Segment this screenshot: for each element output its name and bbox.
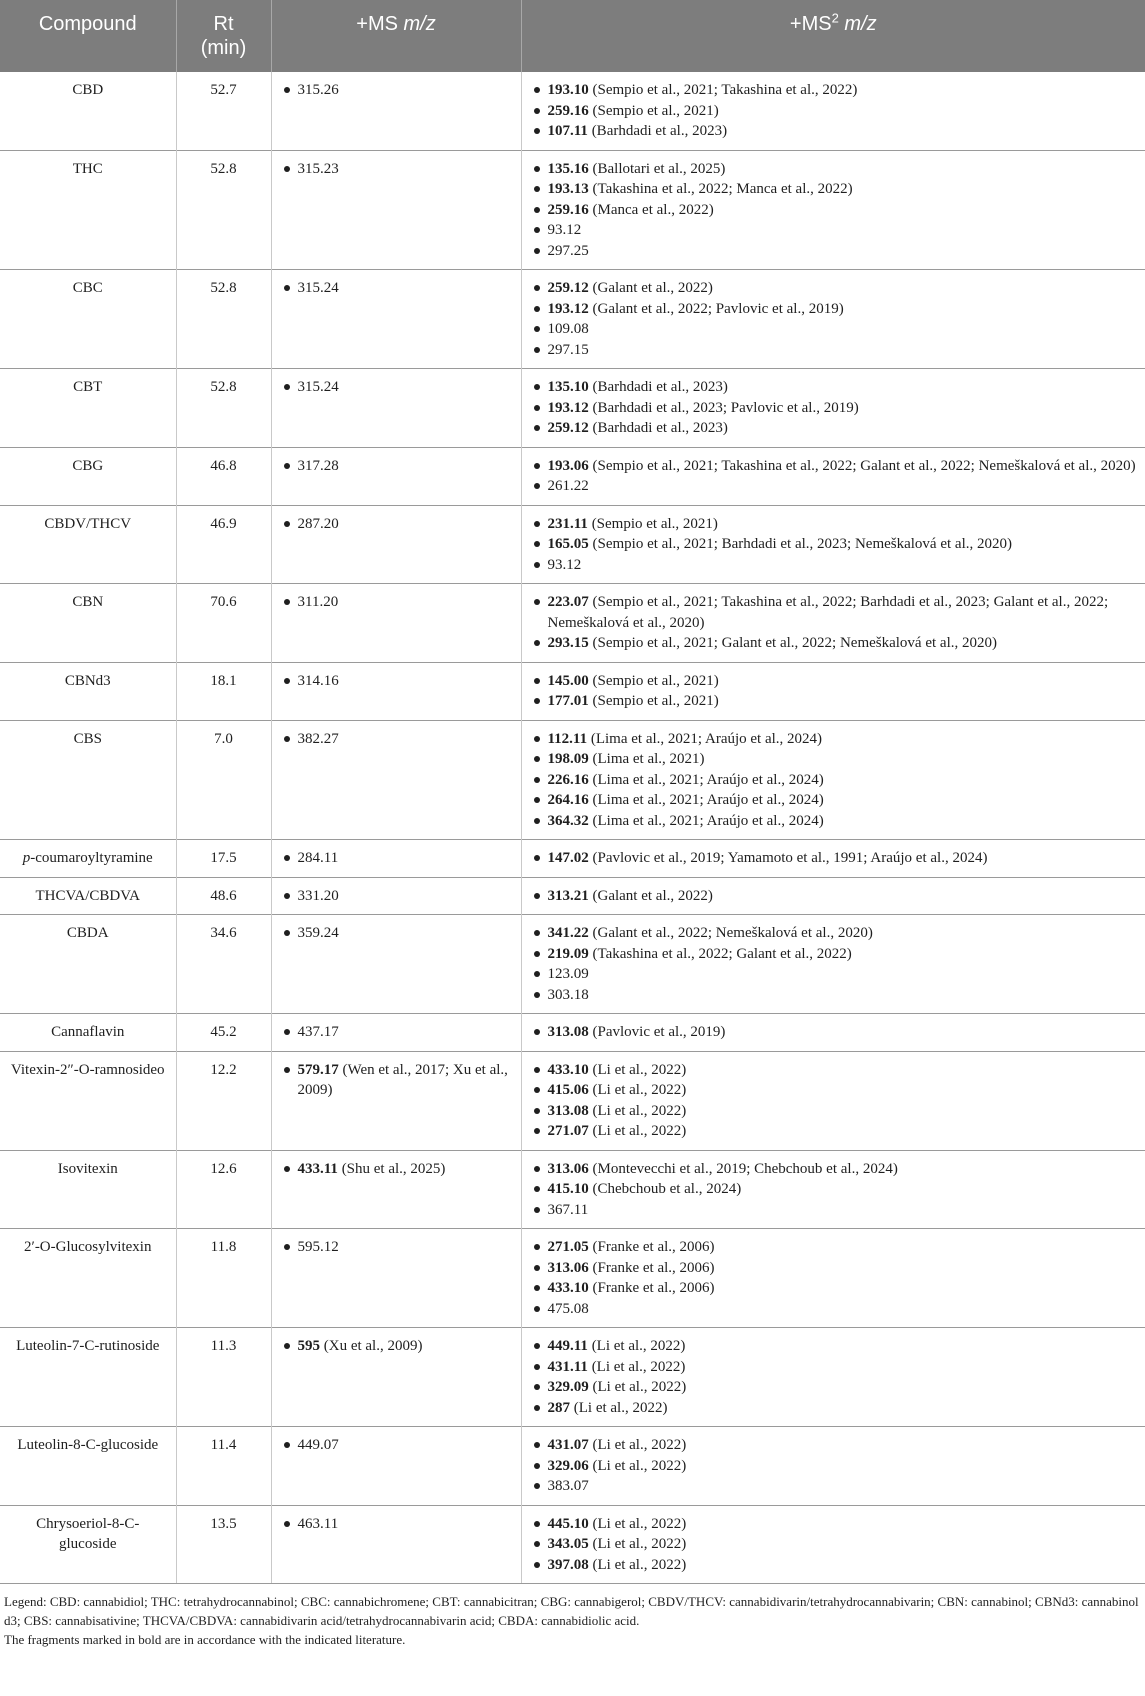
table-row bbox=[0, 72, 1145, 150]
rt-cell: 13.5 bbox=[176, 1505, 271, 1583]
fragment-item: 313.21 (Galant et al., 2022) bbox=[532, 886, 1138, 907]
ms-cell bbox=[271, 915, 521, 1014]
fragment-item: 259.12 (Barhdadi et al., 2023) bbox=[532, 418, 1138, 439]
table-row bbox=[0, 840, 1145, 878]
rt-cell: 52.7 bbox=[176, 72, 271, 150]
ms2-cell bbox=[521, 505, 1145, 584]
fragment-item: 313.08 (Li et al., 2022) bbox=[532, 1101, 1138, 1122]
fragment-item: 193.13 (Takashina et al., 2022; Manca et al., 2022) bbox=[532, 179, 1138, 200]
fragment-item: 147.02 (Pavlovic et al., 2019; Yamamoto et al., 1991; Araújo et al., 2024) bbox=[532, 848, 1138, 869]
fragment-item: 475.08 bbox=[532, 1299, 1138, 1320]
table-row bbox=[0, 270, 1145, 369]
fragment-item: 93.12 bbox=[532, 220, 1138, 241]
fragment-item: 449.07 bbox=[282, 1435, 513, 1456]
fragment-item: 433.10 (Franke et al., 2006) bbox=[532, 1278, 1138, 1299]
ms2-cell bbox=[521, 840, 1145, 878]
fragment-item: 343.05 (Li et al., 2022) bbox=[532, 1534, 1138, 1555]
fragment-item: 595.12 bbox=[282, 1237, 513, 1258]
ms-cell bbox=[271, 662, 521, 720]
compound-cell: CBN bbox=[0, 584, 176, 663]
fragment-item: 329.06 (Li et al., 2022) bbox=[532, 1456, 1138, 1477]
rt-cell: 34.6 bbox=[176, 915, 271, 1014]
rt-cell: 11.8 bbox=[176, 1229, 271, 1328]
fragment-item: 415.06 (Li et al., 2022) bbox=[532, 1080, 1138, 1101]
compound-cell: Luteolin-8-C-glucoside bbox=[0, 1427, 176, 1506]
table-row bbox=[0, 1229, 1145, 1328]
table-row bbox=[0, 1150, 1145, 1229]
fragment-item: 259.16 (Sempio et al., 2021) bbox=[532, 101, 1138, 122]
fragment-item: 145.00 (Sempio et al., 2021) bbox=[532, 671, 1138, 692]
rt-cell: 12.6 bbox=[176, 1150, 271, 1229]
fragment-item: 314.16 bbox=[282, 671, 513, 692]
table-row bbox=[0, 369, 1145, 448]
fragment-item: 331.20 bbox=[282, 886, 513, 907]
rt-cell: 46.9 bbox=[176, 505, 271, 584]
fragment-item: 226.16 (Lima et al., 2021; Araújo et al., 2024) bbox=[532, 770, 1138, 791]
fragment-item: 415.10 (Chebchoub et al., 2024) bbox=[532, 1179, 1138, 1200]
fragment-item: 595 (Xu et al., 2009) bbox=[282, 1336, 513, 1357]
rt-cell: 12.2 bbox=[176, 1051, 271, 1150]
fragment-item: 259.16 (Manca et al., 2022) bbox=[532, 200, 1138, 221]
ms-cell bbox=[271, 150, 521, 270]
rt-cell: 11.3 bbox=[176, 1328, 271, 1427]
fragment-item: 431.11 (Li et al., 2022) bbox=[532, 1357, 1138, 1378]
ms2-cell bbox=[521, 720, 1145, 840]
fragment-item: 367.11 bbox=[532, 1200, 1138, 1221]
fragment-item: 297.25 bbox=[532, 241, 1138, 262]
legend-text: Legend: CBD: cannabidiol; THC: tetrahydrocannabinol; CBC: cannabichromene; CBT: cannabicitran; CBG: cannabigerol; CBDV/THCV: cannabidivarin/tetrahydrocannabivarin; CBN: cannabinol; CBNd3: cannabinol d3; CBS: cannabisativine; THCVA/CBDVA: cannabidivarin acid/tetrahydrocannabivarin acid; CBDA: cannabidiolic acid. bbox=[4, 1594, 1139, 1628]
fragment-item: 313.06 (Montevecchi et al., 2019; Chebchoub et al., 2024) bbox=[532, 1159, 1138, 1180]
ms2-cell bbox=[521, 150, 1145, 270]
ms2-cell bbox=[521, 1014, 1145, 1052]
fragment-item: 287.20 bbox=[282, 514, 513, 535]
compound-cell: 2′-O-Glucosylvitexin bbox=[0, 1229, 176, 1328]
table-row bbox=[0, 150, 1145, 270]
fragment-item: 315.26 bbox=[282, 80, 513, 101]
fragment-item: 313.08 (Pavlovic et al., 2019) bbox=[532, 1022, 1138, 1043]
ms-cell bbox=[271, 270, 521, 369]
rt-cell: 52.8 bbox=[176, 369, 271, 448]
table-row bbox=[0, 662, 1145, 720]
ms-cell bbox=[271, 720, 521, 840]
table-body bbox=[0, 72, 1145, 1583]
compound-cell: CBDA bbox=[0, 915, 176, 1014]
fragment-item: 107.11 (Barhdadi et al., 2023) bbox=[532, 121, 1138, 142]
ms2-cell bbox=[521, 1229, 1145, 1328]
compound-cell: CBG bbox=[0, 447, 176, 505]
header-ms2-unit: m/z bbox=[844, 13, 877, 35]
compound-cell: CBT bbox=[0, 369, 176, 448]
table-row bbox=[0, 1328, 1145, 1427]
rt-cell: 17.5 bbox=[176, 840, 271, 878]
fragment-item: 297.15 bbox=[532, 340, 1138, 361]
compound-cell: p-coumaroyltyramine bbox=[0, 840, 176, 878]
fragment-item: 364.32 (Lima et al., 2021; Araújo et al., 2024) bbox=[532, 811, 1138, 832]
ms2-cell bbox=[521, 1427, 1145, 1506]
table-header bbox=[0, 0, 1145, 72]
fragment-item: 579.17 (Wen et al., 2017; Xu et al., 2009) bbox=[282, 1060, 513, 1101]
fragment-item: 135.10 (Barhdadi et al., 2023) bbox=[532, 377, 1138, 398]
table-row bbox=[0, 1014, 1145, 1052]
fragment-item: 382.27 bbox=[282, 729, 513, 750]
fragment-item: 317.28 bbox=[282, 456, 513, 477]
ms-cell bbox=[271, 369, 521, 448]
ms2-cell bbox=[521, 369, 1145, 448]
fragment-item: 264.16 (Lima et al., 2021; Araújo et al., 2024) bbox=[532, 790, 1138, 811]
fragment-item: 433.10 (Li et al., 2022) bbox=[532, 1060, 1138, 1081]
table-row bbox=[0, 584, 1145, 663]
header-ms2: $+MS^2$ m/z bbox=[521, 0, 1145, 72]
fragment-item: 135.16 (Ballotari et al., 2025) bbox=[532, 159, 1138, 180]
compound-cell: THCVA/CBDVA bbox=[0, 877, 176, 915]
fragment-item: 303.18 bbox=[532, 985, 1138, 1006]
rt-cell: 7.0 bbox=[176, 720, 271, 840]
fragment-item: 329.09 (Li et al., 2022) bbox=[532, 1377, 1138, 1398]
ms2-cell bbox=[521, 662, 1145, 720]
fragment-item: 231.11 (Sempio et al., 2021) bbox=[532, 514, 1138, 535]
compound-cell: CBS bbox=[0, 720, 176, 840]
header-ms: +MS m/z bbox=[271, 0, 521, 72]
ms2-cell bbox=[521, 877, 1145, 915]
fragment-item: 177.01 (Sempio et al., 2021) bbox=[532, 691, 1138, 712]
rt-cell: 45.2 bbox=[176, 1014, 271, 1052]
rt-cell: 52.8 bbox=[176, 150, 271, 270]
ms-cell bbox=[271, 1427, 521, 1506]
fragment-item: 445.10 (Li et al., 2022) bbox=[532, 1514, 1138, 1535]
table-row bbox=[0, 505, 1145, 584]
fragment-item: 223.07 (Sempio et al., 2021; Takashina et al., 2022; Barhdadi et al., 2023; Galant et al., 2022; Nemeškalová et al., 2020) bbox=[532, 592, 1138, 633]
ms-cell bbox=[271, 72, 521, 150]
fragment-item: 219.09 (Takashina et al., 2022; Galant et al., 2022) bbox=[532, 944, 1138, 965]
fragment-item: 271.05 (Franke et al., 2006) bbox=[532, 1237, 1138, 1258]
compound-cell: Vitexin-2″-O-ramnosideo bbox=[0, 1051, 176, 1150]
rt-cell: 46.8 bbox=[176, 447, 271, 505]
fragment-item: 463.11 bbox=[282, 1514, 513, 1535]
ms2-cell bbox=[521, 584, 1145, 663]
ms2-cell bbox=[521, 270, 1145, 369]
fragment-item: 431.07 (Li et al., 2022) bbox=[532, 1435, 1138, 1456]
fragment-item: 341.22 (Galant et al., 2022; Nemeškalová et al., 2020) bbox=[532, 923, 1138, 944]
ms-cell bbox=[271, 1150, 521, 1229]
compound-cell: Luteolin-7-C-rutinoside bbox=[0, 1328, 176, 1427]
bold-note: The fragments marked in bold are in accordance with the indicated literature. bbox=[4, 1632, 406, 1647]
fragment-item: 193.12 (Galant et al., 2022; Pavlovic et al., 2019) bbox=[532, 299, 1138, 320]
compound-cell: CBDV/THCV bbox=[0, 505, 176, 584]
table-row bbox=[0, 1427, 1145, 1506]
rt-cell: 11.4 bbox=[176, 1427, 271, 1506]
ms2-cell bbox=[521, 915, 1145, 1014]
fragment-item: 313.06 (Franke et al., 2006) bbox=[532, 1258, 1138, 1279]
ms2-cell bbox=[521, 1051, 1145, 1150]
ms2-cell bbox=[521, 1150, 1145, 1229]
ms-cell bbox=[271, 1014, 521, 1052]
fragment-item: 315.24 bbox=[282, 377, 513, 398]
compound-cell: Chrysoeriol-8-C-glucoside bbox=[0, 1505, 176, 1583]
fragment-item: 287 (Li et al., 2022) bbox=[532, 1398, 1138, 1419]
fragment-item: 433.11 (Shu et al., 2025) bbox=[282, 1159, 513, 1180]
fragment-item: 261.22 bbox=[532, 476, 1138, 497]
compound-cell: CBD bbox=[0, 72, 176, 150]
fragment-item: 271.07 (Li et al., 2022) bbox=[532, 1121, 1138, 1142]
ms2-cell bbox=[521, 447, 1145, 505]
fragment-item: 259.12 (Galant et al., 2022) bbox=[532, 278, 1138, 299]
table-footer bbox=[0, 1583, 1145, 1649]
table-row bbox=[0, 915, 1145, 1014]
compound-cell: CBC bbox=[0, 270, 176, 369]
header-rt-line2: (min) bbox=[200, 37, 247, 59]
ms-cell bbox=[271, 1229, 521, 1328]
ms-cell bbox=[271, 877, 521, 915]
rt-cell: 70.6 bbox=[176, 584, 271, 663]
fragment-item: 123.09 bbox=[532, 964, 1138, 985]
fragment-item: 449.11 (Li et al., 2022) bbox=[532, 1336, 1138, 1357]
table-row bbox=[0, 1505, 1145, 1583]
ms2-cell bbox=[521, 1328, 1145, 1427]
rt-cell: 18.1 bbox=[176, 662, 271, 720]
table-row bbox=[0, 447, 1145, 505]
ms-cell bbox=[271, 447, 521, 505]
table-row bbox=[0, 877, 1145, 915]
header-rt-line1: Rt bbox=[213, 13, 234, 35]
table-row bbox=[0, 720, 1145, 840]
ms2-cell bbox=[521, 1505, 1145, 1583]
ms2-cell bbox=[521, 72, 1145, 150]
fragment-item: 315.24 bbox=[282, 278, 513, 299]
header-ms-unit: m/z bbox=[403, 13, 436, 35]
ms-cell bbox=[271, 1505, 521, 1583]
fragment-item: 193.12 (Barhdadi et al., 2023; Pavlovic et al., 2019) bbox=[532, 398, 1138, 419]
ms-cell bbox=[271, 584, 521, 663]
rt-cell: 48.6 bbox=[176, 877, 271, 915]
fragment-item: 315.23 bbox=[282, 159, 513, 180]
compound-cell: Cannaflavin bbox=[0, 1014, 176, 1052]
table-row bbox=[0, 1051, 1145, 1150]
fragment-item: 109.08 bbox=[532, 319, 1138, 340]
fragment-item: 397.08 (Li et al., 2022) bbox=[532, 1555, 1138, 1576]
fragment-item: 359.24 bbox=[282, 923, 513, 944]
fragment-item: 165.05 (Sempio et al., 2021; Barhdadi et al., 2023; Nemeškalová et al., 2020) bbox=[532, 534, 1138, 555]
fragment-item: 437.17 bbox=[282, 1022, 513, 1043]
fragment-item: 284.11 bbox=[282, 848, 513, 869]
compound-cell: CBNd3 bbox=[0, 662, 176, 720]
rt-cell: 52.8 bbox=[176, 270, 271, 369]
ms-cell bbox=[271, 1328, 521, 1427]
fragment-item: 383.07 bbox=[532, 1476, 1138, 1497]
fragment-item: 112.11 (Lima et al., 2021; Araújo et al., 2024) bbox=[532, 729, 1138, 750]
ms-cell bbox=[271, 1051, 521, 1150]
fragment-item: 293.15 (Sempio et al., 2021; Galant et al., 2022; Nemeškalová et al., 2020) bbox=[532, 633, 1138, 654]
ms-cell bbox=[271, 840, 521, 878]
ms-cell bbox=[271, 505, 521, 584]
fragment-item: 311.20 bbox=[282, 592, 513, 613]
fragment-item: 198.09 (Lima et al., 2021) bbox=[532, 749, 1138, 770]
fragment-item: 193.10 (Sempio et al., 2021; Takashina et al., 2022) bbox=[532, 80, 1138, 101]
compound-cell: Isovitexin bbox=[0, 1150, 176, 1229]
header-rt bbox=[176, 0, 271, 72]
compound-cell: THC bbox=[0, 150, 176, 270]
fragment-item: 93.12 bbox=[532, 555, 1138, 576]
fragment-item: 193.06 (Sempio et al., 2021; Takashina et al., 2022; Galant et al., 2022; Nemeškalová et al., 2020) bbox=[532, 456, 1138, 477]
header-compound: Compound bbox=[0, 0, 176, 72]
